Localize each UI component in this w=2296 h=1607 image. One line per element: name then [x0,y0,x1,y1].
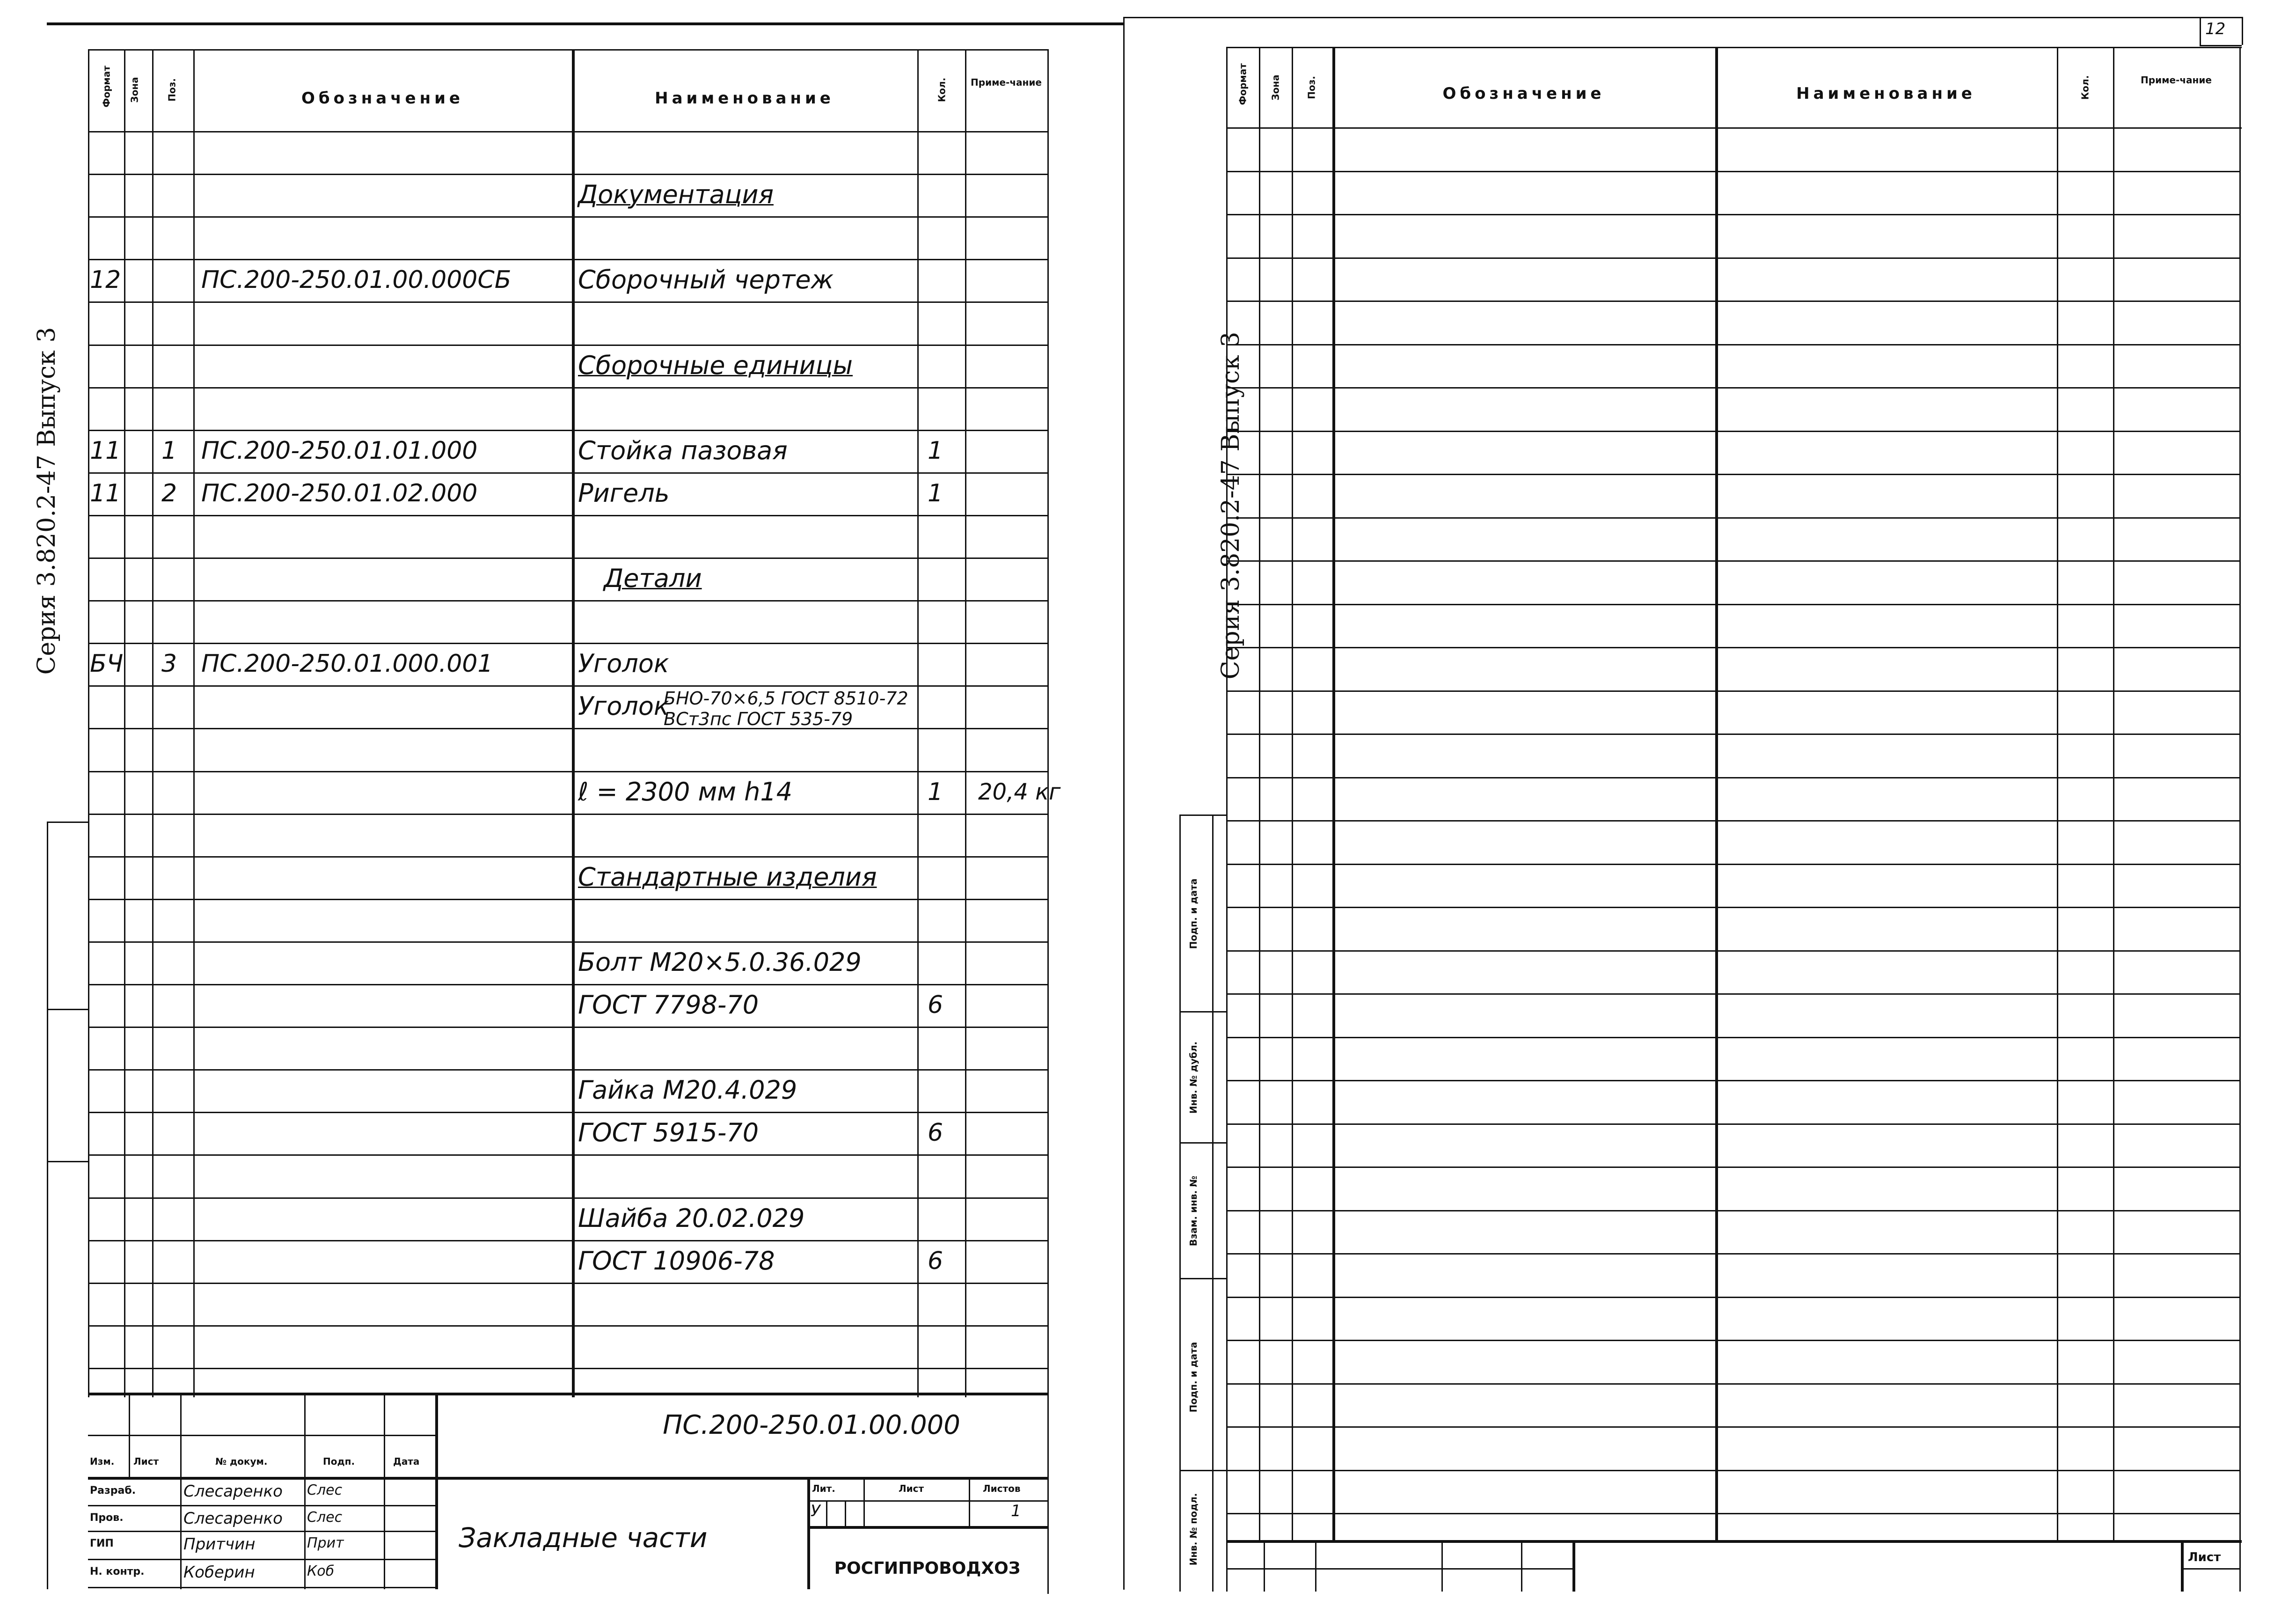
row-line [1226,257,2239,259]
row-line [1226,1210,2239,1211]
header-pos: Поз. [166,78,178,102]
row-line [88,814,1047,815]
row-line [1226,1383,2239,1385]
bottom-strip-line [2181,1568,2239,1570]
title-block-line [129,1393,130,1477]
bottom-strip-line [1315,1540,1316,1592]
role-signature: Прит [307,1535,344,1551]
sheet-number: 12 [2205,20,2226,38]
row-line [1226,214,2239,215]
stamp-column-line [1179,1278,1226,1279]
stamp-sign-date: Подп. и дата [1188,878,1199,949]
col-sign-label: Подп. [323,1456,355,1467]
row-name: Сборочный чертеж [578,265,834,294]
row-line [88,728,1047,729]
row-line [1226,517,2239,519]
list-label: Лист [899,1483,924,1494]
row-line [1226,1123,2239,1125]
row-line [88,1197,1047,1199]
stamp-vzam-inv: Взам. инв. № [1188,1175,1199,1247]
right-col-line [1332,47,1335,1540]
lists-label: Листов [983,1483,1021,1494]
title-block-line [88,1531,435,1532]
row-format: 12 [90,266,121,294]
row-line [88,984,1047,985]
row-line [1226,1297,2239,1298]
row-line [88,771,1047,772]
stamp-inv-dubl: Инв. № дубл. [1188,1041,1199,1114]
row-line [1226,171,2239,172]
row-name: ℓ = 2300 мм h14 [578,777,793,807]
row-name: Стойка пазовая [578,436,788,465]
row-line [88,259,1047,260]
right-col-line [1292,47,1293,1540]
row-line [1226,734,2239,735]
right-col-line [2113,47,2114,1540]
left-col-line [124,49,125,1397]
row-qty: 1 [928,778,943,806]
section-heading: Документация [578,180,774,209]
sheet-number-box [2200,17,2201,45]
section-heading: Стандартные изделия [578,862,877,892]
row-line [1226,474,2239,475]
header-note: Приме-чание [971,77,1042,88]
col-doc-label: № докум. [215,1456,268,1467]
stamp-column-line [1179,1011,1226,1013]
bottom-strip-line [2181,1540,2184,1592]
title-block-line [807,1526,1047,1529]
role-name: Слесаренко [183,1482,283,1501]
role-name: Притчин [183,1535,256,1554]
row-designation: ПС.200-250.01.000.001 [201,650,493,678]
role-label: Пров. [90,1512,124,1524]
row-name: Уголок [578,691,669,721]
row-designation: ПС.200-250.01.01.000 [201,437,478,465]
left-col-line [917,49,919,1397]
left-col-line [88,49,89,1397]
header-format: Формат [101,66,112,108]
document-code: ПС.200-250.01.00.000 [663,1410,960,1440]
left-col-line [193,49,195,1397]
row-line [88,643,1047,644]
organization: РОСГИПРОВОДХОЗ [834,1559,1021,1578]
right-col-line [1259,47,1260,1540]
row-line [1226,864,2239,865]
section-heading: Детали [604,564,702,593]
col-izm-label: Изм. [90,1456,115,1467]
row-line [1226,690,2239,692]
row-line [88,472,1047,474]
row-name: Гайка М20.4.029 [578,1075,797,1105]
row-line [1226,647,2239,648]
row-line [1226,431,2239,432]
row-line [88,941,1047,943]
role-signature: Коб [307,1563,335,1579]
header-format: Формат [1237,63,1249,105]
row-line [1226,1080,2239,1081]
title-block-line [845,1500,846,1526]
row-line [1226,1513,2239,1514]
right-col-line [1226,47,1228,1592]
section-heading: Сборочные единицы [578,351,853,380]
row-name: Ригель [578,478,670,508]
stamp-column-line [1179,1470,1226,1471]
row-line [88,430,1047,431]
title-block-line [88,1587,435,1588]
header-designation: Обозначение [1442,84,1605,103]
row-line [1226,950,2239,952]
row-line [1226,777,2239,778]
row-line [88,1283,1047,1284]
row-name: Уголок [578,649,669,678]
row-line [1226,1426,2239,1428]
lists-value: 1 [1011,1502,1021,1520]
row-line [1226,1167,2239,1168]
right-header-bottom [1226,127,2242,129]
header-designation: Обозначение [301,89,464,108]
title-block-line [969,1477,970,1526]
stamp-column-line [1179,815,1181,1592]
col-date-label: Дата [393,1456,420,1467]
bottom-strip-line [1264,1540,1265,1592]
left-header-bottom [88,131,1047,132]
right-sheet-right-edge [2242,17,2243,45]
role-name: Коберин [183,1563,255,1582]
bottom-strip-line [1441,1540,1443,1592]
right-table-top [1226,47,2242,48]
title-block-line [88,1477,1047,1480]
title-block-line [435,1393,438,1589]
row-line [88,387,1047,389]
row-line [88,515,1047,516]
row-line [1226,301,2239,302]
title-block-line [384,1393,385,1589]
row-line [88,899,1047,900]
row-format: БЧ [90,650,124,678]
row-pos: 2 [161,479,177,507]
row-line [1226,560,2239,562]
lit-label: Лит. [812,1483,835,1494]
row-name: Шайба 20.02.029 [578,1203,805,1233]
sheet-number-box [2200,45,2242,46]
header-qty: Кол. [2079,75,2091,100]
right-col-line [1715,47,1718,1540]
title-block-line [180,1393,182,1589]
title-block-line [88,1435,435,1436]
row-line [1226,604,2239,605]
binding-margin-line [47,822,88,823]
stamp-column-line [1179,1142,1226,1144]
stamp-column-line [1212,815,1214,1592]
row-line [1226,1470,2239,1471]
title-block-line [304,1393,306,1589]
row-line [88,856,1047,858]
title-block-line [88,1559,435,1560]
series-label: Серия 3.820.2-47 Выпуск 3 [1217,331,1245,680]
row-pos: 3 [161,650,177,678]
stamp-inv-podl: Инв. № подл. [1188,1493,1199,1566]
binding-margin-line [47,822,48,1589]
row-line [1226,387,2239,389]
bottom-strip-line [1521,1540,1522,1592]
row-qty: 1 [928,479,943,507]
right-col-line [2057,47,2058,1540]
row-line [1226,344,2239,345]
row-line [88,301,1047,303]
row-format: 11 [90,437,121,465]
bottom-strip-top [1226,1540,2242,1543]
header-pos: Поз. [1306,76,1317,99]
role-label: ГИП [90,1538,114,1549]
header-zone: Зона [129,77,140,103]
row-line [1226,820,2239,822]
role-label: Н. контр. [90,1566,145,1578]
row-note: 20,4 кг [978,779,1061,805]
row-line [88,174,1047,175]
row-name: ГОСТ 5915-70 [578,1118,759,1147]
header-note: Приме-чание [2141,74,2212,86]
row-name: Болт М20×5.0.36.029 [578,947,862,977]
row-designation: ПС.200-250.01.00.000СБ [201,266,512,294]
role-name: Слесаренко [183,1509,283,1528]
row-line [1226,993,2239,995]
right-sheet-left-edge [1123,17,1125,1590]
stamp-column-line [1179,815,1226,816]
row-name: ГОСТ 7798-70 [578,990,759,1020]
row-name: ГОСТ 10906-78 [578,1246,775,1276]
row-line [88,558,1047,559]
row-line [88,216,1047,218]
right-sheet-top-edge [1123,17,2242,18]
left-col-line [965,49,966,1397]
row-line [88,345,1047,346]
row-name-sup: БНО-70×6,5 ГОСТ 8510-72 [664,688,908,709]
header-name: Наименование [1796,84,1976,103]
series-label: Серия 3.820.2-47 Выпуск 3 [33,327,61,675]
row-line [1226,1340,2239,1341]
row-line [1226,1037,2239,1038]
row-line [88,1325,1047,1327]
title-block-line [826,1500,827,1526]
row-qty: 6 [928,1247,943,1275]
left-col-line [1047,49,1049,1594]
header-qty: Кол. [936,77,948,103]
role-signature: Слес [307,1509,343,1526]
document-title: Закладные части [459,1522,708,1554]
row-line [1226,907,2239,908]
left-col-line [152,49,154,1397]
role-signature: Слес [307,1482,343,1498]
header-zone: Зона [1270,74,1281,101]
bottom-strip-line [1226,1568,1572,1570]
row-line [88,1368,1047,1369]
row-name-sub: ВСт3пс ГОСТ 535-79 [664,709,853,729]
row-line [88,1240,1047,1241]
row-line [88,1112,1047,1113]
row-format: 11 [90,479,121,507]
title-block-top [88,1393,1047,1395]
row-line [88,1154,1047,1156]
bottom-strip-line [1572,1540,1575,1592]
row-line [88,1027,1047,1028]
title-block-line [88,1505,435,1506]
right-col-line [2239,47,2241,1592]
left-col-line [572,49,575,1397]
row-line [88,1069,1047,1071]
row-pos: 1 [161,437,177,465]
row-designation: ПС.200-250.01.02.000 [201,479,478,507]
col-list-label: Лист [133,1456,159,1467]
row-qty: 6 [928,1119,943,1147]
binding-margin-line [47,1009,88,1010]
stamp-sign-date-2: Подп. и дата [1188,1342,1199,1413]
left-table-top [88,49,1047,51]
binding-margin-line [47,1161,88,1162]
sheet-label: Лист [2188,1550,2221,1564]
row-qty: 1 [928,437,943,465]
left-sheet-top-edge [47,22,1123,25]
header-name: Наименование [655,89,834,108]
row-qty: 6 [928,991,943,1019]
lit-value: У [811,1502,820,1520]
title-block-line [863,1477,865,1526]
role-label: Разраб. [90,1485,136,1497]
row-line [88,600,1047,602]
row-line [1226,1253,2239,1255]
